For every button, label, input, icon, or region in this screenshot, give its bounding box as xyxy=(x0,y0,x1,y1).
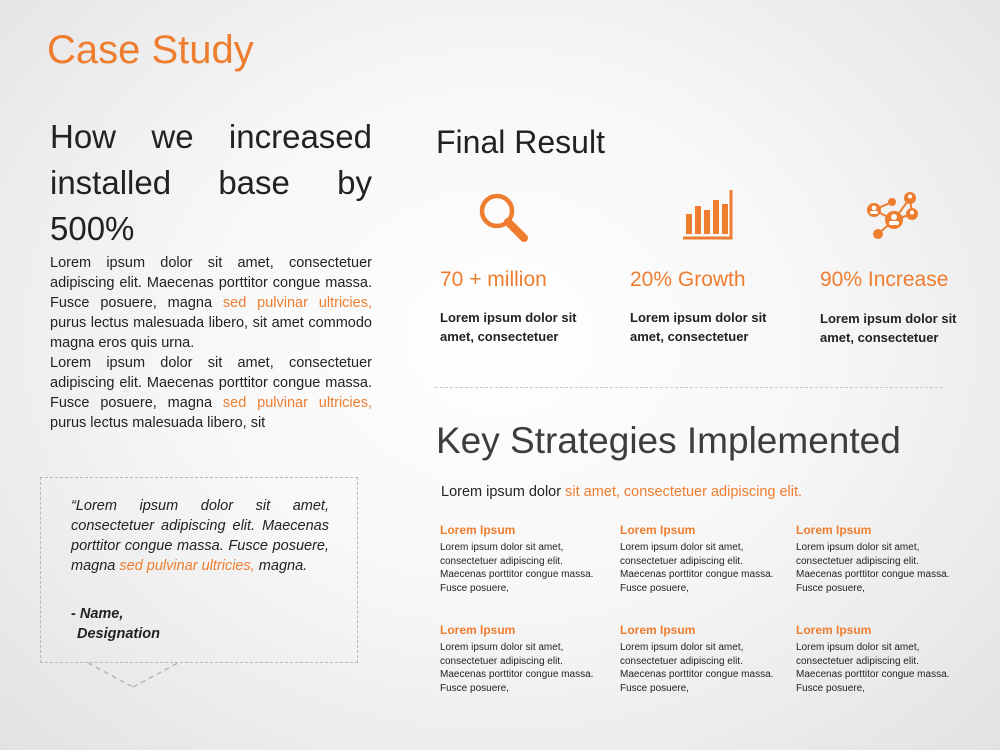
stat-description: Lorem ipsum dolor sit amet, consectetuer xyxy=(820,311,957,345)
quote-highlight: sed pulvinar ultricies, xyxy=(119,558,255,574)
network-icon xyxy=(864,188,924,248)
quote-text xyxy=(71,496,329,576)
paragraph-text: purus lectus malesuada libero, sit amet commodo magna eros quis urna. xyxy=(50,315,372,351)
stat-value: 70 + million xyxy=(440,268,547,291)
stat-description: Lorem ipsum dolor sit amet, consectetuer xyxy=(630,310,767,344)
strategy-body: Lorem ipsum dolor sit amet, consectetuer adipiscing elit. Maecenas porttitor congue massa. Fusce posuere, xyxy=(796,542,950,594)
strategy-body: Lorem ipsum dolor sit amet, consectetuer adipiscing elit. Maecenas porttitor congue massa. Fusce posuere, xyxy=(620,642,774,694)
paragraph-text: purus lectus malesuada libero, sit xyxy=(50,415,266,431)
final-result-title: Final Result xyxy=(436,124,605,160)
section-divider xyxy=(435,387,943,388)
strategy-title: Lorem Ipsum xyxy=(440,623,516,637)
strategy-title: Lorem Ipsum xyxy=(796,623,872,637)
strategy-item xyxy=(620,623,780,695)
strategies-intro xyxy=(441,484,802,500)
quote-pointer xyxy=(88,661,178,691)
paragraph-highlight: sed pulvinar ultricies, xyxy=(222,395,372,411)
strategy-title: Lorem Ipsum xyxy=(796,523,872,537)
paragraph-text: Lorem ipsum dolor sit amet, consectetuer adipiscing elit. Maecenas porttitor congue massa. Fusce posuere, magna xyxy=(50,255,372,311)
stat-description: Lorem ipsum dolor sit amet, consectetuer xyxy=(440,310,577,344)
case-headline: How we increased installed base by 500% xyxy=(50,118,372,247)
strategy-title: Lorem Ipsum xyxy=(440,523,516,537)
strategy-body: Lorem ipsum dolor sit amet, consectetuer adipiscing elit. Maecenas porttitor congue massa. Fusce posuere, xyxy=(620,542,774,594)
quote-designation: Designation xyxy=(77,626,160,642)
strategy-item xyxy=(796,623,956,695)
paragraph-highlight: sed pulvinar ultricies, xyxy=(222,295,372,311)
strategy-body: Lorem ipsum dolor sit amet, consectetuer adipiscing elit. Maecenas porttitor congue massa. Fusce posuere, xyxy=(440,642,594,694)
strategy-item xyxy=(796,523,956,595)
magnifier-icon xyxy=(474,188,534,248)
stat-value: 90% Increase xyxy=(820,268,949,291)
bar-chart-icon xyxy=(680,188,740,248)
body-paragraph-2 xyxy=(50,353,372,433)
slide-title: Case Study xyxy=(47,28,254,72)
stat-value: 20% Growth xyxy=(630,268,746,291)
intro-text: Lorem ipsum dolor xyxy=(441,484,566,500)
paragraph-text: Lorem ipsum dolor sit amet, consectetuer adipiscing elit. Maecenas porttitor congue massa. Fusce posuere, magna xyxy=(50,355,372,411)
quote-name: - Name, xyxy=(71,606,124,622)
strategy-title: Lorem Ipsum xyxy=(620,523,696,537)
strategy-title: Lorem Ipsum xyxy=(620,623,696,637)
strategy-body: Lorem ipsum dolor sit amet, consectetuer adipiscing elit. Maecenas porttitor congue massa. Fusce posuere, xyxy=(440,542,594,594)
strategy-item xyxy=(620,523,780,595)
body-paragraph-1 xyxy=(50,253,372,353)
intro-highlight: sit amet, consectetuer adipiscing elit. xyxy=(565,484,803,500)
quote-attribution xyxy=(71,604,160,644)
quote-body: magna. xyxy=(254,558,308,574)
strategy-item xyxy=(440,623,600,695)
strategy-body: Lorem ipsum dolor sit amet, consectetuer adipiscing elit. Maecenas porttitor congue massa. Fusce posuere, xyxy=(796,642,950,694)
quote-body: “Lorem ipsum dolor sit amet, consectetuer adipiscing elit. Maecenas porttitor congue massa. Fusce posuere, magna xyxy=(71,498,329,574)
strategies-title: Key Strategies Implemented xyxy=(436,420,901,461)
strategy-item xyxy=(440,523,600,595)
